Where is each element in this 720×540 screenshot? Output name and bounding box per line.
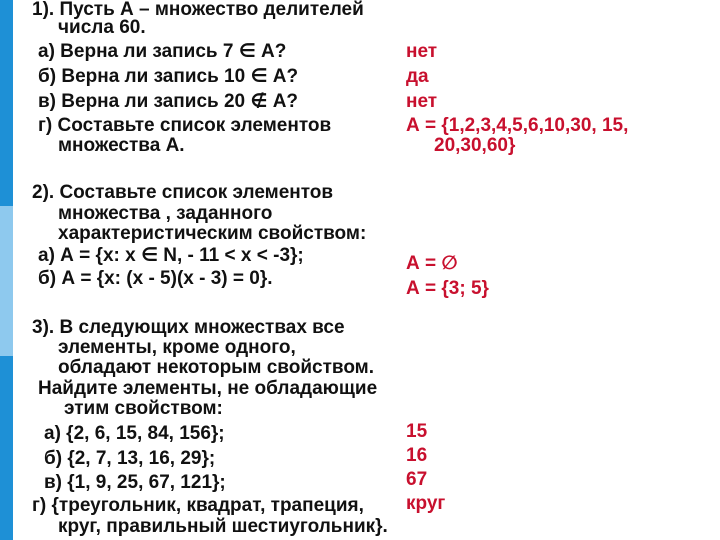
task1-answer-d-line1: А = {1,2,3,4,5,6,10,30, 15, xyxy=(406,115,629,136)
task3-line5: этим свойством: xyxy=(64,398,223,419)
task1-answer-c: нет xyxy=(406,91,438,112)
task1-question-d-line1: г) Составьте список элементов xyxy=(38,115,332,136)
task3-question-d-line1: г) {треугольник, квадрат, трапеция, xyxy=(32,495,364,516)
task3-line1: 3). В следующих множествах все xyxy=(32,317,345,338)
task3-answer-a: 15 xyxy=(406,421,428,442)
task3-answer-b: 16 xyxy=(406,445,428,466)
task3-question-d-line2: круг, правильный шестиугольник}. xyxy=(58,516,388,537)
task1-question-b: б) Верна ли запись 10 ∈ А? xyxy=(38,66,299,87)
side-bar-middle xyxy=(0,206,13,356)
task1-question-d-line2: множества А. xyxy=(58,135,185,156)
task2-question-a: а) А = {х: х ∈ N, - 11 < х < -3}; xyxy=(38,245,304,266)
task3-line3: обладают некоторым свойством. xyxy=(58,357,375,378)
task2-line1: 2). Составьте список элементов xyxy=(32,182,334,203)
task2-line3: характеристическим свойством: xyxy=(58,223,367,244)
task3-line2: элементы, кроме одного, xyxy=(58,337,296,358)
task3-question-b: б) {2, 7, 13, 16, 29}; xyxy=(44,448,216,469)
task1-question-c: в) Верна ли запись 20 ∉ А? xyxy=(38,91,299,112)
task3-answer-c: 67 xyxy=(406,469,428,490)
task1-title-line1: 1). Пусть А – множество делителей xyxy=(32,0,364,20)
task1-answer-a: нет xyxy=(406,41,438,62)
task1-answer-b: да xyxy=(406,66,429,87)
side-bar-bottom xyxy=(0,356,13,540)
task3-answer-d: круг xyxy=(406,493,446,514)
task2-question-b: б) А = {х: (х - 5)(х - 3) = 0}. xyxy=(38,268,273,289)
task2-line2: множества , заданного xyxy=(58,203,273,224)
task2-answer-a: А = ∅ xyxy=(406,253,458,274)
task3-question-c: в) {1, 9, 25, 67, 121}; xyxy=(44,472,226,493)
task3-line4: Найдите элементы, не обладающие xyxy=(38,378,378,399)
task1-title-line2: числа 60. xyxy=(58,17,146,38)
task3-question-a: а) {2, 6, 15, 84, 156}; xyxy=(44,423,225,444)
task1-answer-d-line2: 20,30,60} xyxy=(434,135,516,156)
task1-question-a: а) Верна ли запись 7 ∈ А? xyxy=(38,41,287,62)
task2-answer-b: А = {3; 5} xyxy=(406,278,489,299)
side-bar-top xyxy=(0,0,13,206)
